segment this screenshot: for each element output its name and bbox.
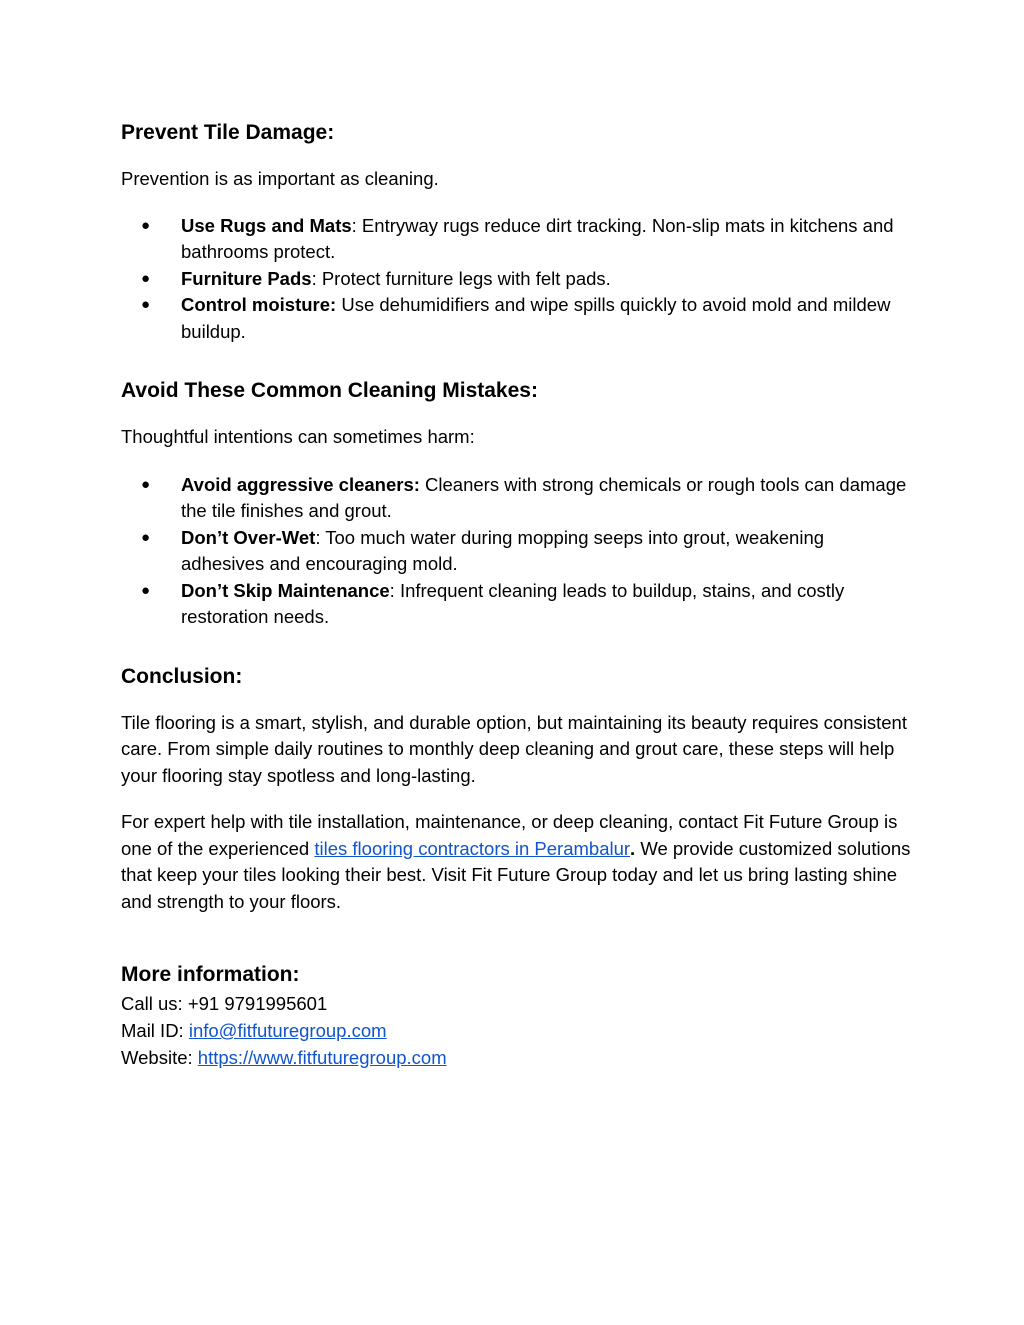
mail-line <box>121 1017 911 1044</box>
bullet-icon: ● <box>141 296 151 313</box>
conclusion-paragraph-1: Tile flooring is a smart, stylish, and durable option, but maintaining its beauty requires consistent care. From simple daily routines to monthly deep cleaning and grout care, these steps will help your flooring stay spotless and long-lasting. <box>121 711 907 786</box>
list-item-text: Use dehumidifiers and wipe spills quickly to avoid mold and mildew buildup. <box>181 294 891 342</box>
section-heading-conclusion: Conclusion: <box>121 664 243 688</box>
list-item-text: : Too much water during mopping seeps into grout, weakening adhesives and encouraging mold. <box>181 526 825 574</box>
list-item <box>121 213 911 266</box>
paragraph-text: We provide customized solutions that keep your tiles looking their best. Visit Fit Future Group today and let us bring lasting shine and strength to your floors. <box>121 837 911 912</box>
prevent-intro: Prevention is as important as cleaning. <box>121 168 439 189</box>
conclusion-paragraph-2 <box>121 809 911 915</box>
mistakes-list <box>121 472 911 631</box>
section-heading-more-info: More information: <box>121 963 300 986</box>
list-item-bold: Don’t Over-Wet <box>181 526 316 548</box>
list-item-bold: Avoid aggressive cleaners: <box>181 473 420 495</box>
bullet-icon: ● <box>141 581 151 599</box>
email-link[interactable]: info@fitfuturegroup.com <box>188 1020 387 1041</box>
list-item-bold: Don’t Skip Maintenance <box>181 579 390 601</box>
website-label: Website: <box>121 1047 198 1068</box>
list-item-text: : Entryway rugs reduce dirt tracking. Non-slip mats in kitchens and bathrooms protect. <box>181 214 894 262</box>
list-item-bold: Control moisture: <box>181 294 337 315</box>
list-item <box>121 578 911 631</box>
paragraph-text: For expert help with tile installation, maintenance, or deep cleaning, contact Fit Future Group is one of the experienced <box>121 811 898 859</box>
list-item <box>121 266 911 293</box>
bullet-icon: ● <box>141 475 151 493</box>
mistakes-intro: Thoughtful intentions can sometimes harm: <box>121 426 475 447</box>
list-item-text: Cleaners with strong chemicals or rough tools can damage the tile finishes and grout. <box>181 473 907 521</box>
list-item <box>121 472 911 525</box>
list-item-bold: Furniture Pads <box>181 267 312 289</box>
website-line <box>121 1044 911 1071</box>
list-item <box>121 525 911 578</box>
call-us-line: Call us: +91 9791995601 <box>121 993 328 1014</box>
section-heading-prevent: Prevent Tile Damage: <box>121 121 335 144</box>
bullet-icon: ● <box>141 528 151 546</box>
bullet-icon: ● <box>141 216 151 234</box>
list-item-text: : Protect furniture legs with felt pads. <box>311 267 611 289</box>
list-item <box>121 292 911 345</box>
list-item-bold: Use Rugs and Mats <box>181 214 352 236</box>
mail-label: Mail ID: <box>121 1020 189 1041</box>
website-link[interactable]: https://www.fitfuturegroup.com <box>197 1047 447 1068</box>
prevent-list <box>121 213 911 346</box>
section-heading-mistakes: Avoid These Common Cleaning Mistakes: <box>121 379 538 402</box>
document-page <box>121 118 911 1071</box>
list-item-text: : Infrequent cleaning leads to buildup, stains, and costly restoration needs. <box>181 579 845 627</box>
paragraph-bold: . <box>630 837 636 859</box>
contractors-link[interactable]: tiles flooring contractors in Perambalur <box>314 837 631 859</box>
bullet-icon: ● <box>141 269 151 287</box>
